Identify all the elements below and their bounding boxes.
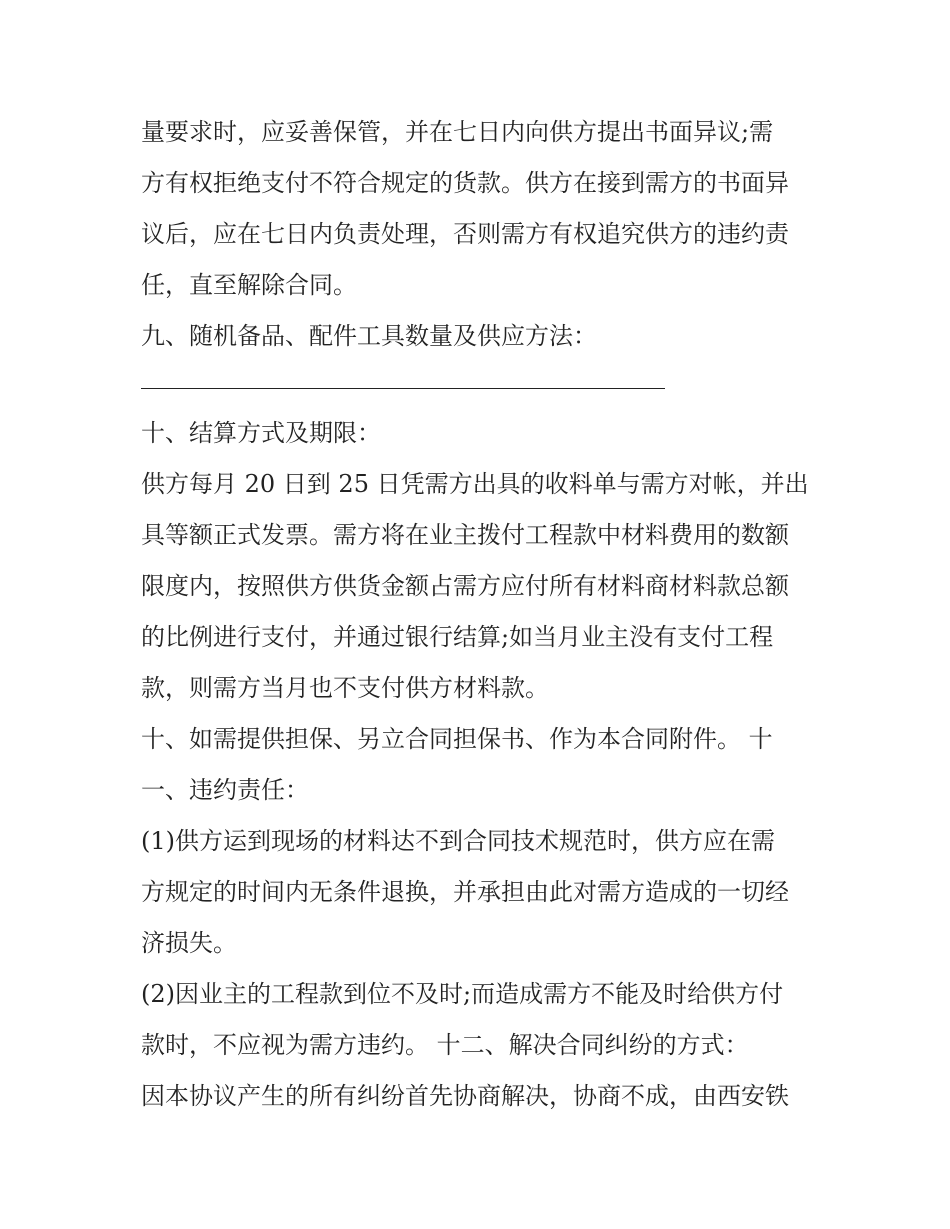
text-line: (1)供方运到现场的材料达不到合同技术规范时，供方应在需 bbox=[141, 827, 775, 855]
fill-in-blank bbox=[141, 362, 821, 408]
section-heading-9: 九、随机备品、配件工具数量及供应方法： bbox=[141, 322, 597, 350]
text-line: 的比例进行支付，并通过银行结算;如当月业主没有支付工程 bbox=[141, 623, 774, 651]
text-line: 量要求时，应妥善保管，并在七日内向供方提出书面异议;需 bbox=[141, 118, 774, 146]
text-line: 方规定的时间内无条件退换，并承担由此对需方造成的一切经 bbox=[141, 878, 789, 906]
section-heading-11: 一、违约责任： bbox=[141, 776, 309, 804]
text-line: 因本协议产生的所有纠纷首先协商解决，协商不成，由西安铁 bbox=[141, 1082, 789, 1110]
text-line: 十、如需提供担保、另立合同担保书、作为本合同附件。 十 bbox=[141, 725, 773, 753]
blank-underline bbox=[141, 388, 665, 389]
text-line: 款时，不应视为需方违约。 十二、解决合同纠纷的方式： bbox=[141, 1031, 749, 1059]
text-line: (2)因业主的工程款到位不及时;而造成需方不能及时给供方付 bbox=[141, 980, 784, 1008]
section-heading-10: 十、结算方式及期限： bbox=[141, 419, 381, 447]
text-line: 具等额正式发票。需方将在业主拨付工程款中材料费用的数额 bbox=[141, 521, 789, 549]
text-line: 议后，应在七日内负责处理，否则需方有权追究供方的违约责 bbox=[141, 220, 789, 248]
text-line: 任，直至解除合同。 bbox=[141, 271, 357, 299]
text-line: 济损失。 bbox=[141, 929, 237, 957]
text-line: 供方每月 20 日到 25 日凭需方出具的收料单与需方对帐，并出 bbox=[141, 470, 809, 498]
document-body bbox=[141, 107, 821, 1122]
text-line: 方有权拒绝支付不符合规定的货款。供方在接到需方的书面异 bbox=[141, 169, 789, 197]
text-line: 限度内，按照供方供货金额占需方应付所有材料商材料款总额 bbox=[141, 572, 789, 600]
text-line: 款，则需方当月也不支付供方材料款。 bbox=[141, 674, 549, 702]
